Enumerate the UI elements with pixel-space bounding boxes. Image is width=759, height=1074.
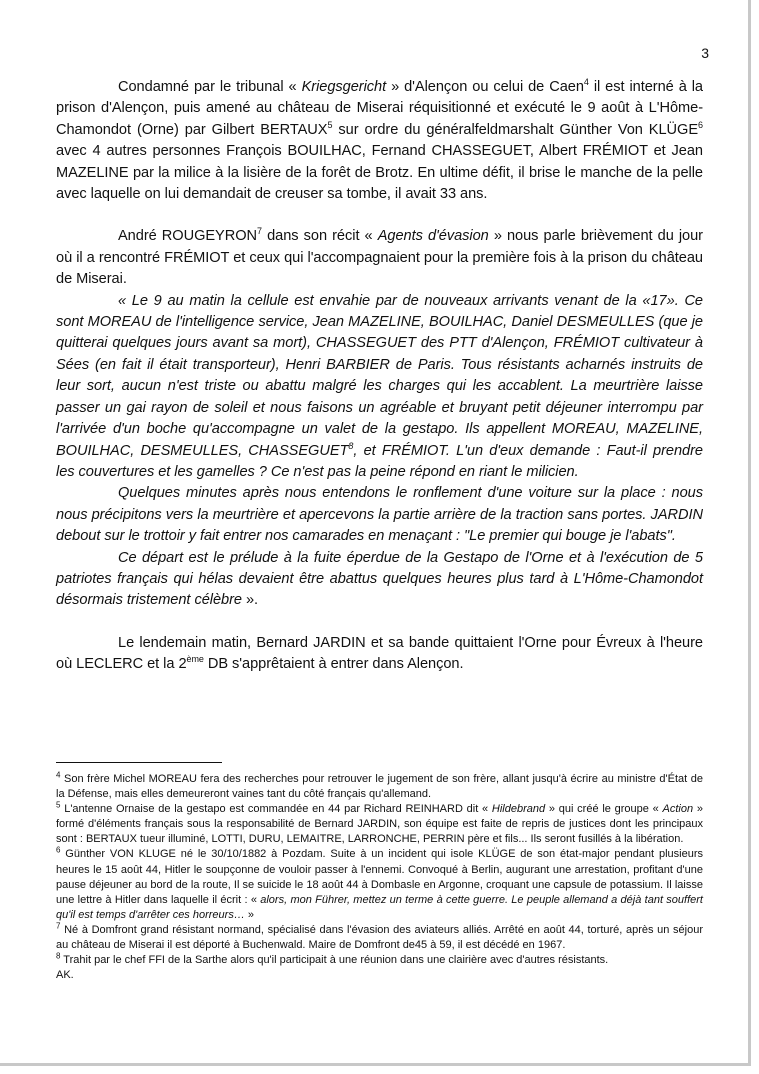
footnote-ref-4[interactable]: 4 <box>583 77 589 88</box>
quote-paragraph-1: « Le 9 au matin la cellule est envahie par de nouveaux arrivants venant de la «17». Ce sont MOREAU de l'intelligence service, Jean MAZELINE, BOUILHAC, Daniel DESMEULLES (que je quitterai quelques jours avant sa mort), CHASSEGUET des PTT d'Alençon, FRÉMIOT cultivateur à Sées (en fait il était transporteur), Henri BARBIER de Paris. Tous résistants acharnés instruits de leur sort, aucun n'est triste ou abattu malgré les charges qui les accablent. La meurtrière laisse passer un gai rayon de soleil et nous faisons un agréable et bruyant petit déjeuner interrompu par l'arrivée d'un boche qu'accompagne un valet de la gestapo. Ils appellent MOREAU, MAZELINE, BOUILHAC, DESMEULLES, CHASSEGUET$^8$, et FRÉMIOT. L'un d'eux demande : Faut-il prendre les couvertures et les gamelles ? Ce n'est pas la peine répond en riant le milicien. <box>56 292 703 480</box>
footnote-6: $^6$ Günther VON KLUGE né le 30/10/1882 à Pozdam. Suite à un incident qui isole KLÜGE de son état-major pendant plusieurs heures le 15 août 44, Hitler le soupçonne de vouloir passer à l'ennemi. Convoqué à Berlin, augurant une arrestation, profitant d'une pause déjeuner au bord de la route, Il se suicide le 18 août 44 à Dombasle en Argonne, croquant une capsule de potassium. Il laisse une lettre à Hitler dans laquelle il écrit : « alors, mon Führer, mettez un terme à cette guerre. Le peuple allemand a déjà tant souffert qu'il est temps d'arrêter ces horreurs… » <box>56 845 703 921</box>
ordinal-superscript: ème <box>186 654 204 665</box>
signature: AK. <box>56 969 74 982</box>
footnote-4: $^4$ Son frère Michel MOREAU fera des recherches pour retrouver le jugement de son frère, allant jusqu'à écrire au ministre d'État de la Défense, mais elles demeureront vaines tant du côté français qu'allemand. <box>56 770 703 801</box>
page-number: 3 <box>701 45 709 61</box>
paragraph-2: André ROUGEYRON$^7$ dans son récit « Agents d'évasion » nous parle brièvement du jour où il a rencontré FRÉMIOT et ceux qui l'accompagnaient pour la première fois à la prison du château de Miserai. <box>56 226 703 288</box>
quote-paragraph-3: Ce départ est le prélude à la fuite éperdue de la Gestapo de l'Orne et à l'exécution de 5 patriotes français qui hélas devaient être abattus quelques heures plus tard à L'Hôme-Chamondot désormais tristement célèbre ». <box>56 549 703 609</box>
footnote-8: $^8$ Trahit par le chef FFI de la Sarthe alors qu'il participait à une réunion dans une clairière avec d'autres résistants. <box>56 951 609 967</box>
kriegsgericht-term: Kriegsgericht <box>301 79 387 95</box>
footnote-ref-7[interactable]: 7 <box>257 226 262 237</box>
footnote-ref-8[interactable]: 8 <box>348 440 354 451</box>
footnote-divider <box>56 762 222 763</box>
quote-paragraph-2: Quelques minutes après nous entendons le ronflement d'une voiture sur la place : nous nous précipitons vers la meurtrière et apercevons la partie arrière de la traction sans portes. JARDIN debout sur le trottoir y fait entrer nos camarades en menaçant : "Le premier qui bouge je l'abats". <box>56 485 703 545</box>
book-title: Agents d'évasion <box>377 228 489 245</box>
paragraph-3: Le lendemain matin, Bernard JARDIN et sa bande quittaient l'Orne pour Évreux à l'heure où LECLERC et la 2ème DB s'apprêtaient à entrer dans Alençon. <box>56 634 703 673</box>
main-text <box>56 77 703 676</box>
footnote-ref-6[interactable]: 6 <box>698 119 703 130</box>
footnotes-section <box>56 762 703 983</box>
footnote-5: $^5$ L'antenne Ornaise de la gestapo est commandée en 44 par Richard REINHARD dit « Hildebrand » qui créé le groupe « Action » formé d'éléments français sous la responsabilité de Bernard JARDIN, son équipe est faite de repris de justices dont les principaux sont : BERTAUX tueur illuminé, LOTTI, DURU, LEMAITRE, LARRONCHE, PERRIN père et fils... Ils seront fusillés à la libération. <box>56 800 703 846</box>
paragraph-1: Condamné par le tribunal « Kriegsgericht » d'Alençon ou celui de Caen$^4$ il est interné à la prison d'Alençon, puis amené au château de Miserai réquisitionné et exécuté le 9 août à L'Hôme-Chamondot (Orne) par Gilbert BERTAUX$^5$ sur ordre du généralfeldmarshalt Günther Von KLÜGE$^6$ avec 4 autres personnes François BOUILHAC, Fernand CHASSEGUET, Albert FRÉMIOT et Jean MAZELINE par la milice à la lisière de la forêt de Brotz. En ultime défit, il brise le manche de la pelle avec laquelle on lui demandait de creuser sa tombe, il avait 33 ans. <box>56 77 703 203</box>
footnote-7: $^7$ Né à Domfront grand résistant normand, spécialisé dans l'évasion des aviateurs alliés. Arrêté en août 44, torturé, après un séjour au château de Miserai il est déporté à Buchenwald. Maire de Domfront de45 à 59, il est décédé en 1967. <box>56 921 703 952</box>
footnote-ref-5[interactable]: 5 <box>327 119 333 130</box>
